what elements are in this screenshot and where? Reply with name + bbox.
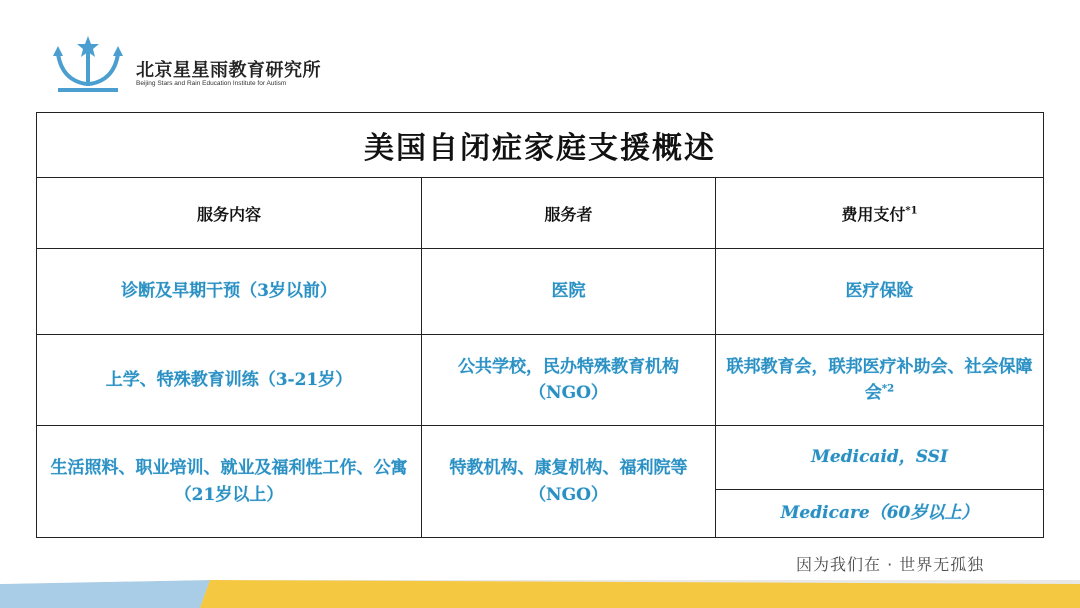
footnote-mark: *2 [881,383,895,395]
table-row [37,335,1044,426]
provider-cell: 特教机构、康复机构、福利院等（NGO） [422,426,716,538]
payment-cell: 医疗保险 [716,249,1044,335]
column-header-label: 服务内容 [196,204,261,224]
table-title: 美国自闭症家庭支援概述 [37,113,1044,178]
payment-cell-medicare: Medicare（60岁以上） [716,490,1044,538]
provider-cell: 公共学校，民办特殊教育机构（NGO） [422,335,716,426]
table-row [37,249,1044,335]
org-name-cn: 北京星星雨教育研究所 [136,60,321,81]
column-header-label: 服务者 [544,204,593,224]
service-cell: 生活照料、职业培训、就业及福利性工作、公寓（21岁以上） [37,426,422,538]
payment-cell [716,335,1044,426]
support-overview-table [36,112,1044,538]
service-cell: 上学、特殊教育训练（3-21岁） [37,335,422,426]
org-name-en: Beijing Stars and Rain Education Institute for Autism [136,80,287,87]
column-header-payment [716,178,1044,249]
column-header-service [37,178,422,249]
column-header-label: 费用支付 [841,204,906,224]
payment-text: 联邦教育会，联邦医疗补助会、社会保障会 [726,356,1033,403]
stars-and-rain-logo-icon [52,34,124,96]
slogan: 因为我们在 · 世界无孤独 [796,555,985,574]
table-row [37,426,1044,490]
column-header-provider [422,178,716,249]
org-header [52,34,352,96]
payment-cell-medicaid: Medicaid，SSI [716,426,1044,490]
footnote-mark: *1 [905,205,918,217]
provider-cell: 医院 [422,249,716,335]
service-cell: 诊断及早期干预（3岁以前） [37,249,422,335]
footer-stripe [0,580,1080,608]
